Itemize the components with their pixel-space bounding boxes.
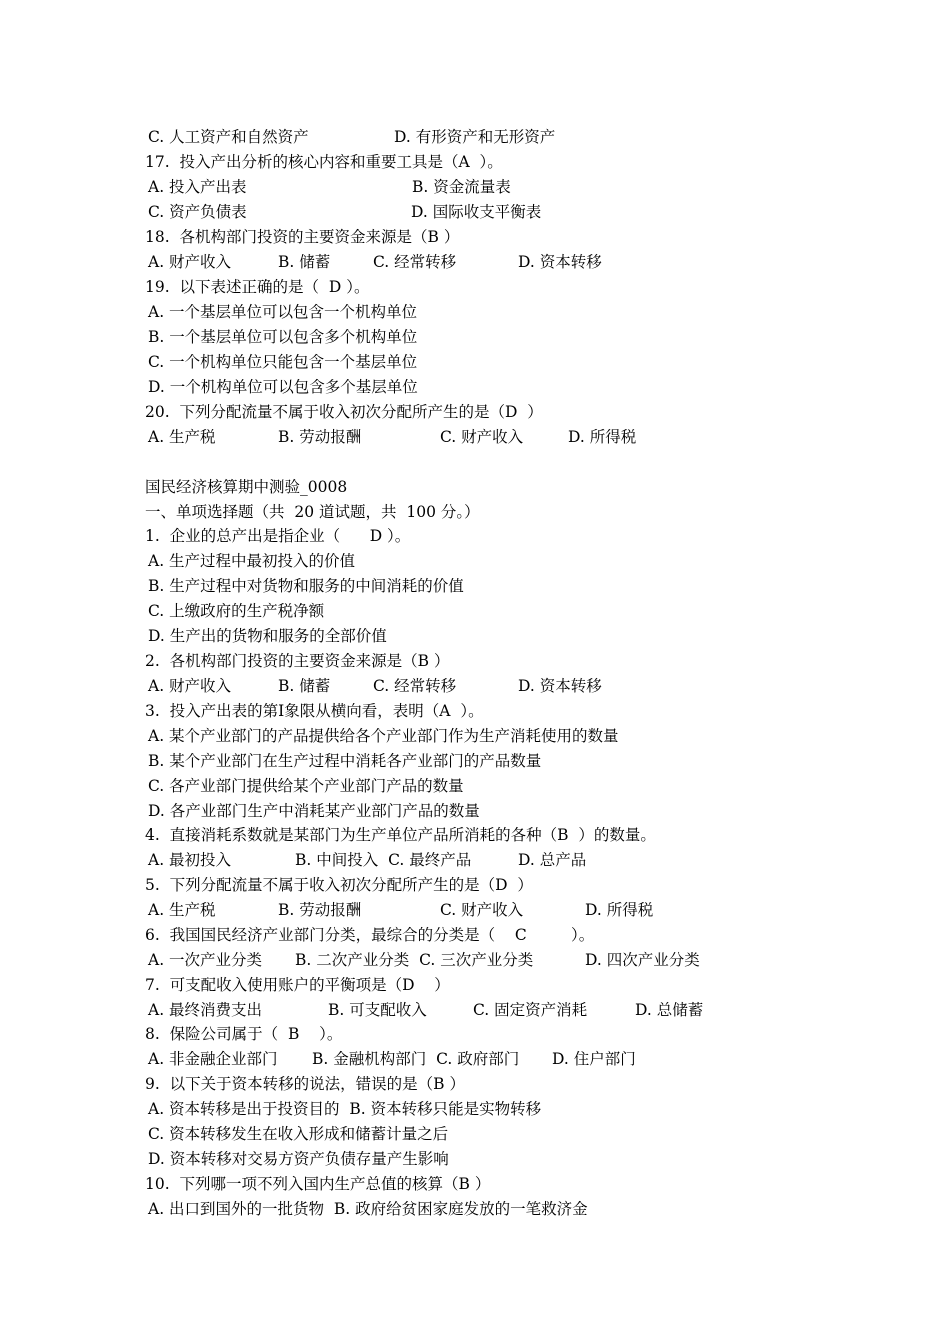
text-segment: B. 金融机构部门 C. 政府部门 xyxy=(312,1050,520,1068)
text-segment: B. 劳动报酬 xyxy=(278,901,362,919)
text-segment: D. 总产品 xyxy=(518,851,587,869)
text-line xyxy=(0,873,950,897)
text-line xyxy=(0,500,950,524)
text-segment: C. 一个机构单位只能包含一个基层单位 xyxy=(148,353,418,371)
text-segment: A. 投入产出表 xyxy=(148,178,247,196)
text-line xyxy=(0,774,950,798)
text-segment: C. 财产收入 xyxy=(440,428,524,446)
text-line xyxy=(0,1122,950,1146)
text-line xyxy=(0,549,950,573)
text-line xyxy=(0,1172,950,1196)
text-segment: D. 总储蓄 xyxy=(635,1001,704,1019)
text-segment: D. 所得税 xyxy=(585,901,654,919)
text-segment: 17. 投入产出分析的核心内容和重要工具是（A ）。 xyxy=(145,153,503,171)
text-segment: D. 国际收支平衡表 xyxy=(411,203,542,221)
text-segment: 10. 下列哪一项不列入国内生产总值的核算（B ） xyxy=(145,1175,491,1193)
text-segment: A. 最初投入 xyxy=(148,851,232,869)
text-segment: 国民经济核算期中测验_0008 xyxy=(145,478,348,496)
text-segment: 19. 以下表述正确的是（ D ）。 xyxy=(145,278,370,296)
text-line xyxy=(0,848,950,872)
text-segment: A. 某个产业部门的产品提供给各个产业部门作为生产消耗使用的数量 xyxy=(148,727,619,745)
text-segment: B. 中间投入 C. 最终产品 xyxy=(295,851,472,869)
text-segment: B. 可支配收入 xyxy=(328,1001,427,1019)
text-line xyxy=(0,350,950,374)
text-line xyxy=(0,250,950,274)
text-segment: D. 生产出的货物和服务的全部价值 xyxy=(148,627,387,645)
text-line xyxy=(0,1047,950,1071)
text-segment: D. 住户部门 xyxy=(552,1050,636,1068)
text-segment: A. 资本转移是出于投资目的 B. 资本转移只能是实物转移 xyxy=(148,1100,542,1118)
text-line xyxy=(0,300,950,324)
text-segment: D. 资本转移 xyxy=(518,253,602,271)
text-segment: 一、单项选择题（共 20 道试题，共 100 分。） xyxy=(145,503,480,521)
text-segment: B. 生产过程中对货物和服务的中间消耗的价值 xyxy=(148,577,464,595)
text-segment: 6. 我国国民经济产业部门分类，最综合的分类是（ C ）。 xyxy=(145,926,595,944)
text-segment: A. 最终消费支出 xyxy=(148,1001,263,1019)
text-line xyxy=(0,923,950,947)
text-segment: 5. 下列分配流量不属于收入初次分配所产生的是（D ） xyxy=(145,876,533,894)
text-segment: C. 人工资产和自然资产 xyxy=(148,128,309,146)
text-segment: D. 资本转移对交易方资产负债存量产生影响 xyxy=(148,1150,449,1168)
text-line xyxy=(0,1197,950,1221)
text-segment: B. 一个基层单位可以包含多个机构单位 xyxy=(148,328,418,346)
text-line xyxy=(0,674,950,698)
text-segment: A. 生产过程中最初投入的价值 xyxy=(148,552,356,570)
text-segment: B. 储蓄 xyxy=(278,677,331,695)
text-segment: B. 劳动报酬 xyxy=(278,428,362,446)
text-segment: D. 所得税 xyxy=(568,428,637,446)
text-line xyxy=(0,1022,950,1046)
text-segment: 2. 各机构部门投资的主要资金来源是（B ） xyxy=(145,652,450,670)
text-line xyxy=(0,375,950,399)
text-line xyxy=(0,624,950,648)
text-segment: D. 各产业部门生产中消耗某产业部门产品的数量 xyxy=(148,802,480,820)
text-segment: B. 二次产业分类 C. 三次产业分类 xyxy=(295,951,534,969)
text-segment: A. 财产收入 xyxy=(148,677,232,695)
text-line xyxy=(0,574,950,598)
text-line xyxy=(0,150,950,174)
text-segment: D. 有形资产和无形资产 xyxy=(394,128,556,146)
text-line xyxy=(0,475,950,499)
text-segment: 1. 企业的总产出是指企业（ D ）。 xyxy=(145,527,411,545)
text-segment: 18. 各机构部门投资的主要资金来源是（B ） xyxy=(145,228,460,246)
text-line xyxy=(0,599,950,623)
text-segment: D. 四次产业分类 xyxy=(585,951,700,969)
text-segment: B. 储蓄 xyxy=(278,253,331,271)
text-line xyxy=(0,1097,950,1121)
text-segment: 20. 下列分配流量不属于收入初次分配所产生的是（D ） xyxy=(145,403,543,421)
text-segment: D. 一个机构单位可以包含多个基层单位 xyxy=(148,378,418,396)
text-segment: C. 财产收入 xyxy=(440,901,524,919)
text-segment: C. 经常转移 xyxy=(373,677,457,695)
text-segment: C. 固定资产消耗 xyxy=(473,1001,588,1019)
text-line xyxy=(0,898,950,922)
text-segment: C. 经常转移 xyxy=(373,253,457,271)
text-line xyxy=(0,275,950,299)
text-segment: C. 上缴政府的生产税净额 xyxy=(148,602,325,620)
text-segment: C. 各产业部门提供给某个产业部门产品的数量 xyxy=(148,777,464,795)
text-line xyxy=(0,724,950,748)
text-line xyxy=(0,425,950,449)
text-line xyxy=(0,1147,950,1171)
text-line xyxy=(0,1072,950,1096)
text-segment: A. 一次产业分类 xyxy=(148,951,263,969)
text-line xyxy=(0,225,950,249)
text-segment: A. 财产收入 xyxy=(148,253,232,271)
text-line xyxy=(0,400,950,424)
text-line xyxy=(0,125,950,149)
text-line xyxy=(0,325,950,349)
text-segment: A. 生产税 xyxy=(148,428,216,446)
text-segment: A. 出口到国外的一批货物 B. 政府给贫困家庭发放的一笔救济金 xyxy=(148,1200,588,1218)
text-segment: A. 非金融企业部门 xyxy=(148,1050,278,1068)
text-segment: 4. 直接消耗系数就是某部门为生产单位产品所消耗的各种（B ）的数量。 xyxy=(145,826,656,844)
text-segment: 8. 保险公司属于（ B ）。 xyxy=(145,1025,343,1043)
text-line xyxy=(0,948,950,972)
text-segment: B. 资金流量表 xyxy=(412,178,511,196)
text-line xyxy=(0,749,950,773)
text-segment: 3. 投入产出表的第Ⅰ象限从横向看，表明（A ）。 xyxy=(145,702,484,720)
text-segment: C. 资本转移发生在收入形成和储蓄计量之后 xyxy=(148,1125,449,1143)
text-line xyxy=(0,524,950,548)
text-segment: A. 一个基层单位可以包含一个机构单位 xyxy=(148,303,418,321)
text-line xyxy=(0,998,950,1022)
text-line xyxy=(0,175,950,199)
text-line xyxy=(0,699,950,723)
text-segment: 7. 可支配收入使用账户的平衡项是（D ） xyxy=(145,976,450,994)
text-line xyxy=(0,799,950,823)
text-segment: C. 资产负债表 xyxy=(148,203,247,221)
text-segment: D. 资本转移 xyxy=(518,677,602,695)
text-segment: A. 生产税 xyxy=(148,901,216,919)
text-line xyxy=(0,200,950,224)
text-line xyxy=(0,649,950,673)
text-line xyxy=(0,973,950,997)
text-segment: 9. 以下关于资本转移的说法，错误的是（B ） xyxy=(145,1075,465,1093)
text-segment: B. 某个产业部门在生产过程中消耗各产业部门的产品数量 xyxy=(148,752,542,770)
text-line xyxy=(0,823,950,847)
